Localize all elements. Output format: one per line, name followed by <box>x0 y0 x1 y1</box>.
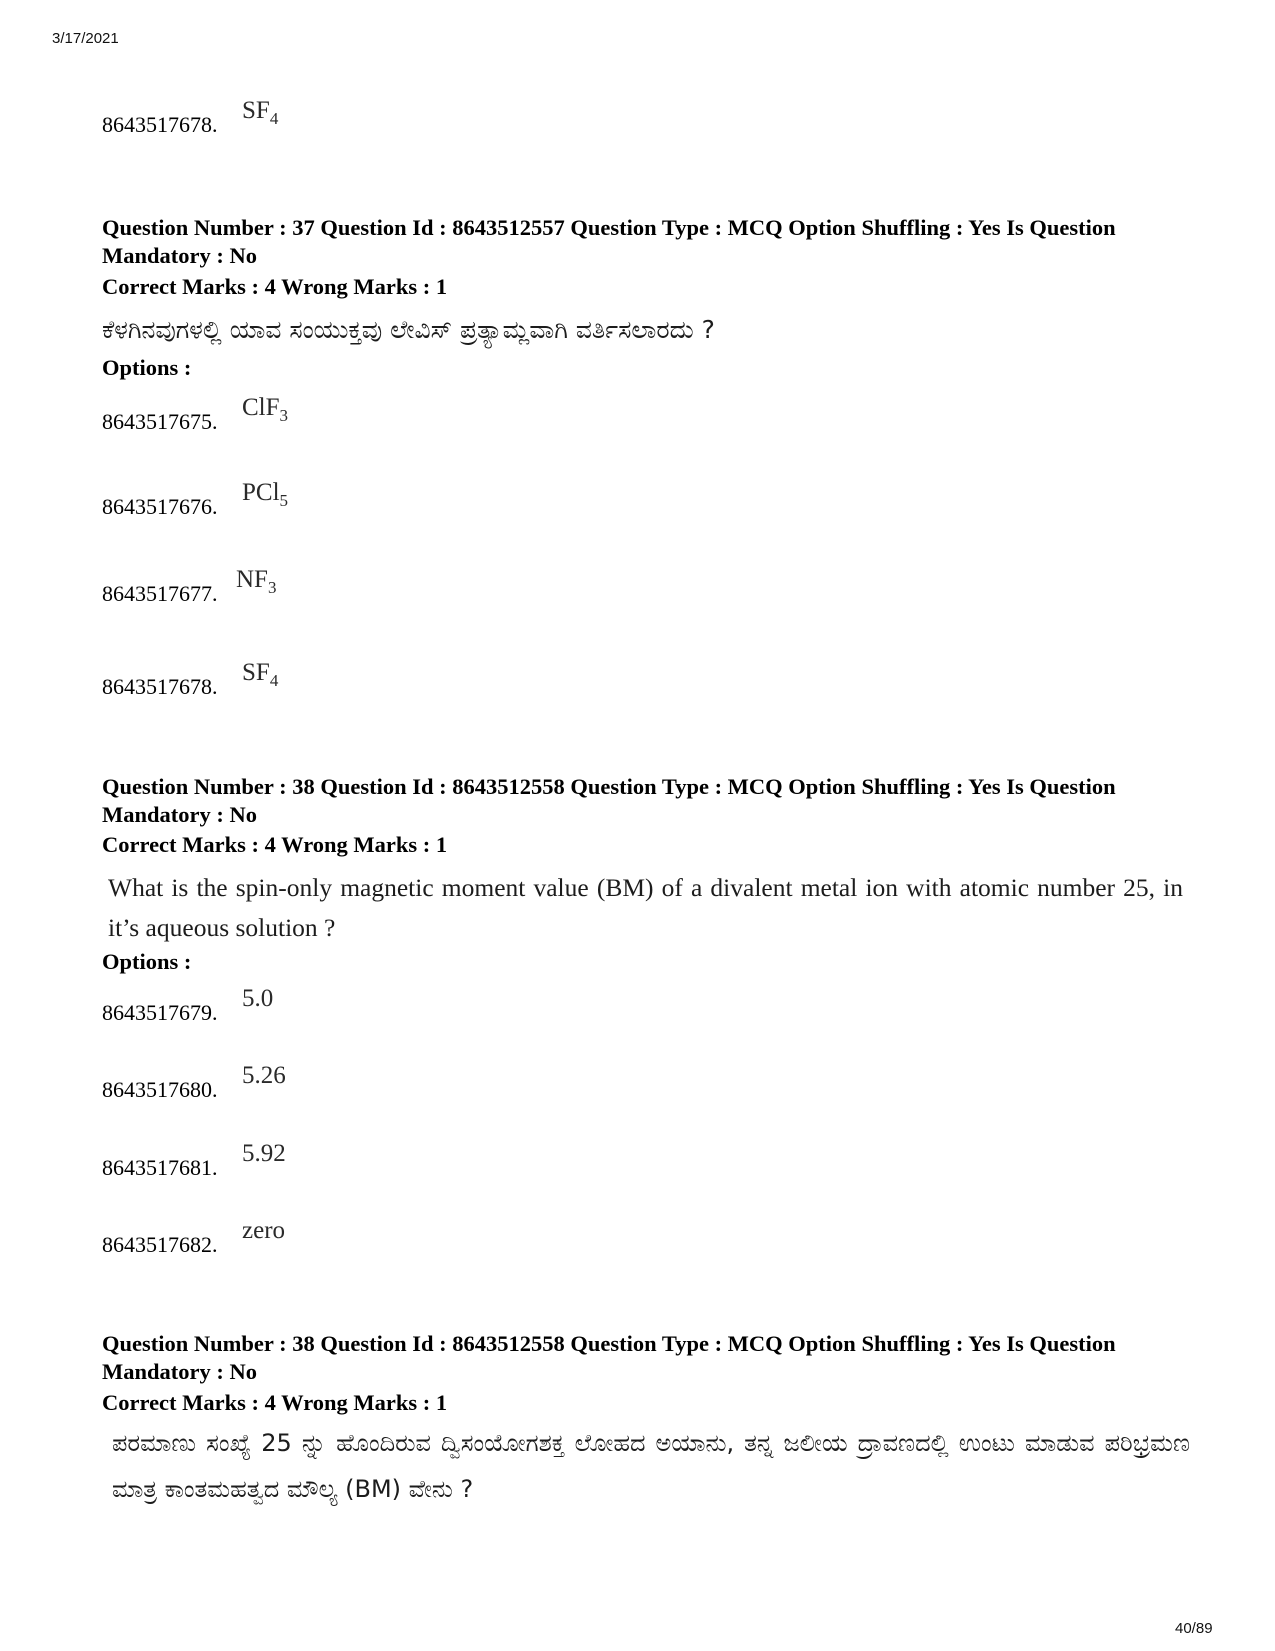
page-number: 40/89 <box>1175 1620 1213 1637</box>
options-label: Options : <box>102 355 192 380</box>
option-id: 8643517676. <box>102 494 218 519</box>
option-item <box>102 1217 802 1257</box>
option-id: 8643517682. <box>102 1232 218 1257</box>
option-id: 8643517678. <box>102 674 218 699</box>
options-label: Options : <box>102 949 192 974</box>
question-marks: Correct Marks : 4 Wrong Marks : 1 <box>102 832 448 857</box>
option-item <box>102 1062 802 1102</box>
question-meta: Question Number : 38 Question Id : 8643512558 Question Type : MCQ Option Shuffling : Yes Is Question Mandatory : No <box>102 774 1116 827</box>
question-marks: Correct Marks : 4 Wrong Marks : 1 <box>102 274 448 299</box>
option-item <box>102 566 802 606</box>
option-item <box>102 985 802 1025</box>
option-item <box>102 479 802 519</box>
option-value: $NF_3$ <box>236 566 277 597</box>
option-value: zero <box>242 1217 286 1244</box>
option-id: 8643517678. <box>102 112 218 137</box>
question-meta: Question Number : 37 Question Id : 8643512557 Question Type : MCQ Option Shuffling : Yes Is Question Mandatory : No <box>102 215 1116 268</box>
question-text: What is the spin-only magnetic moment value (BM) of a divalent metal ion with atomic number 25, in it’s aqueous solution ? <box>108 873 1183 942</box>
option-value: 5.26 <box>242 1062 286 1089</box>
option-item <box>102 1140 802 1180</box>
print-date: 3/17/2021 <box>52 30 119 47</box>
question-text: ಕೆಳಗಿನವುಗಳಲ್ಲಿ ಯಾವ ಸಂಯುಕ್ತವು ಲೇವಿಸ್ ಪ್ರತ್ಯಾಮ್ಲವಾಗಿ ವರ್ತಿಸಲಾರದು ? <box>102 315 715 344</box>
option-item <box>102 97 802 137</box>
option-value: PCl$_5$ <box>242 479 289 510</box>
question-meta: Question Number : 38 Question Id : 8643512558 Question Type : MCQ Option Shuffling : Yes Is Question Mandatory : No <box>102 1331 1116 1384</box>
option-id: 8643517679. <box>102 1000 218 1025</box>
option-id: 8643517675. <box>102 409 218 434</box>
option-value: $SF_4$ <box>242 97 279 128</box>
question-text: ಪರಮಾಣು ಸಂಖ್ಯೆ 25 ನ್ನು ಹೊಂದಿರುವ ದ್ವಿಸಂಯೋಗಶಕ್ತ ಲೋಹದ ಅಯಾನು, ತನ್ನ ಜಲೀಯ ದ್ರಾವಣದಲ್ಲಿ ಉಂಟು ಮಾಡುವ ಪರಿಭ್ರಮಣ ಮಾತ್ರ ಕಾಂತಮಹತ್ವದ ಮೌಲ್ಯ (BM) ವೇನು ? <box>112 1429 1190 1503</box>
option-value: 5.0 <box>242 985 274 1012</box>
option-value: 5.92 <box>242 1140 286 1167</box>
option-value: $SF_4$ <box>242 659 279 690</box>
question-marks: Correct Marks : 4 Wrong Marks : 1 <box>102 1390 448 1415</box>
option-id: 8643517677. <box>102 581 218 606</box>
option-item <box>102 394 802 434</box>
option-id: 8643517681. <box>102 1155 218 1180</box>
option-item <box>102 659 802 699</box>
option-id: 8643517680. <box>102 1077 218 1102</box>
option-value: ClF$_3$ <box>242 394 289 425</box>
